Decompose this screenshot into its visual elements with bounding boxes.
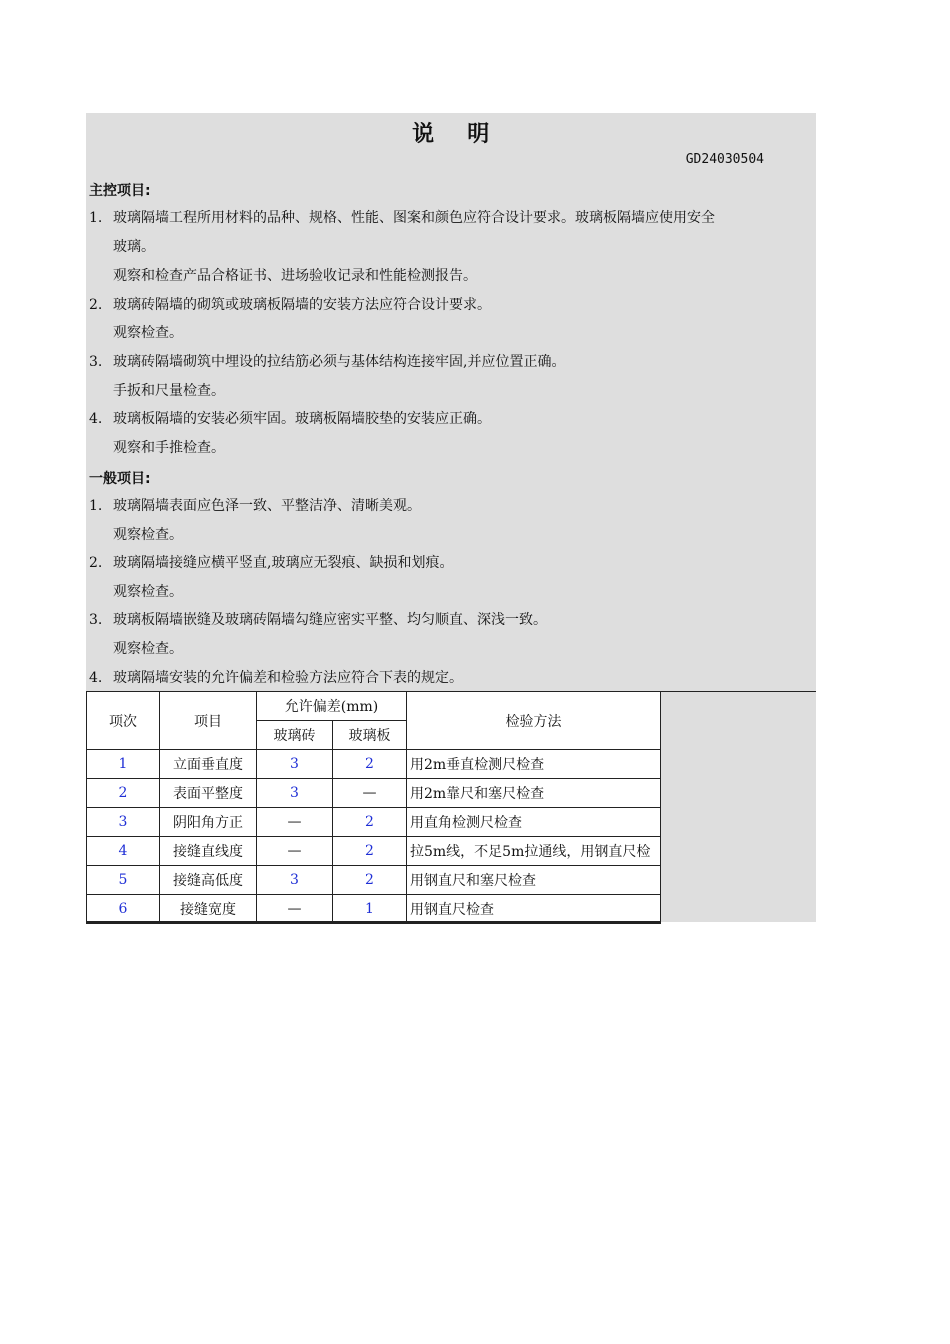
main-item-1-text-cont: 玻璃。 — [113, 239, 155, 255]
main-item-2-num: 2. — [89, 297, 103, 313]
row-item: 接缝高低度 — [160, 866, 257, 895]
main-item-4-num: 4. — [89, 411, 103, 427]
general-item-1-text: 玻璃隔墙表面应色泽一致、平整洁净、清晰美观。 — [113, 498, 421, 514]
row-plate: 2 — [333, 808, 407, 837]
general-item-2-text: 玻璃隔墙接缝应横平竖直,玻璃应无裂痕、缺损和划痕。 — [113, 555, 454, 571]
main-item-3 — [89, 352, 809, 372]
table-row — [87, 895, 661, 924]
table-header-row — [87, 692, 661, 721]
general-item-2-num: 2. — [89, 555, 103, 571]
header-index: 项次 — [87, 692, 160, 750]
header-item: 项目 — [160, 692, 257, 750]
general-item-3-text: 玻璃板隔墙嵌缝及玻璃砖隔墙勾缝应密实平整、均匀顺直、深浅一致。 — [113, 612, 547, 628]
general-item-3 — [89, 610, 809, 630]
main-item-4-method: 观察和手推检查。 — [113, 440, 225, 456]
general-item-1-num: 1. — [89, 498, 103, 514]
main-control-heading: 主控项目: — [89, 183, 151, 199]
general-item-1 — [89, 496, 809, 516]
general-item-1-method: 观察检查。 — [113, 527, 183, 543]
general-item-2-method: 观察检查。 — [113, 584, 183, 600]
main-item-4 — [89, 409, 809, 429]
row-method: 用2m靠尺和塞尺检查 — [407, 779, 661, 808]
row-method: 拉5m线，不足5m拉通线，用钢直尺检 — [407, 837, 661, 866]
row-plate: 2 — [333, 750, 407, 779]
general-item-2 — [89, 553, 809, 573]
tolerance-table — [86, 691, 661, 924]
general-item-3-method: 观察检查。 — [113, 641, 183, 657]
main-item-2 — [89, 295, 809, 315]
header-brick: 玻璃砖 — [257, 721, 333, 750]
header-plate: 玻璃板 — [333, 721, 407, 750]
row-brick: 3 — [257, 866, 333, 895]
row-brick: — — [257, 837, 333, 866]
row-plate: 1 — [333, 895, 407, 924]
main-item-1-method: 观察和检查产品合格证书、进场验收记录和性能检测报告。 — [113, 268, 477, 284]
row-index: 1 — [87, 750, 160, 779]
row-plate: 2 — [333, 866, 407, 895]
main-item-1 — [89, 208, 809, 228]
row-item: 接缝宽度 — [160, 895, 257, 924]
main-item-3-num: 3. — [89, 354, 103, 370]
general-item-4-text: 玻璃隔墙安装的允许偏差和检验方法应符合下表的规定。 — [113, 670, 463, 686]
main-item-3-method: 手扳和尺量检查。 — [113, 383, 225, 399]
document-code: GD24030504 — [685, 152, 764, 167]
row-plate: — — [333, 779, 407, 808]
main-item-1-text: 玻璃隔墙工程所用材料的品种、规格、性能、图案和颜色应符合设计要求。玻璃板隔墙应使用安全 — [113, 210, 715, 226]
general-heading: 一般项目: — [89, 471, 151, 487]
row-item: 立面垂直度 — [160, 750, 257, 779]
general-item-3-num: 3. — [89, 612, 103, 628]
row-brick: — — [257, 808, 333, 837]
row-brick: — — [257, 895, 333, 924]
header-deviation: 允许偏差(mm) — [257, 692, 407, 721]
table-row — [87, 808, 661, 837]
row-index: 5 — [87, 866, 160, 895]
row-method: 用钢直尺检查 — [407, 895, 661, 924]
general-item-4 — [89, 668, 809, 688]
page-title: 说 明 — [412, 122, 490, 147]
table-bottom-rule — [86, 921, 660, 923]
main-item-1-num: 1. — [89, 210, 103, 226]
row-item: 接缝直线度 — [160, 837, 257, 866]
row-index: 3 — [87, 808, 160, 837]
main-item-2-method: 观察检查。 — [113, 325, 183, 341]
row-index: 2 — [87, 779, 160, 808]
table-row — [87, 866, 661, 895]
row-brick: 3 — [257, 779, 333, 808]
general-item-4-num: 4. — [89, 670, 103, 686]
main-item-2-text: 玻璃砖隔墙的砌筑或玻璃板隔墙的安装方法应符合设计要求。 — [113, 297, 491, 313]
table-row — [87, 750, 661, 779]
header-method: 检验方法 — [407, 692, 661, 750]
row-index: 6 — [87, 895, 160, 924]
table-row — [87, 779, 661, 808]
row-brick: 3 — [257, 750, 333, 779]
main-item-3-text: 玻璃砖隔墙砌筑中埋设的拉结筋必须与基体结构连接牢固,并应位置正确。 — [113, 354, 566, 370]
document-sheet — [86, 113, 816, 922]
row-method: 用2m垂直检测尺检查 — [407, 750, 661, 779]
row-plate: 2 — [333, 837, 407, 866]
row-index: 4 — [87, 837, 160, 866]
tolerance-table-area — [86, 691, 816, 922]
row-method: 用钢直尺和塞尺检查 — [407, 866, 661, 895]
main-item-4-text: 玻璃板隔墙的安装必须牢固。玻璃板隔墙胶垫的安装应正确。 — [113, 411, 491, 427]
table-row — [87, 837, 661, 866]
row-method: 用直角检测尺检查 — [407, 808, 661, 837]
row-item: 阴阳角方正 — [160, 808, 257, 837]
row-item: 表面平整度 — [160, 779, 257, 808]
